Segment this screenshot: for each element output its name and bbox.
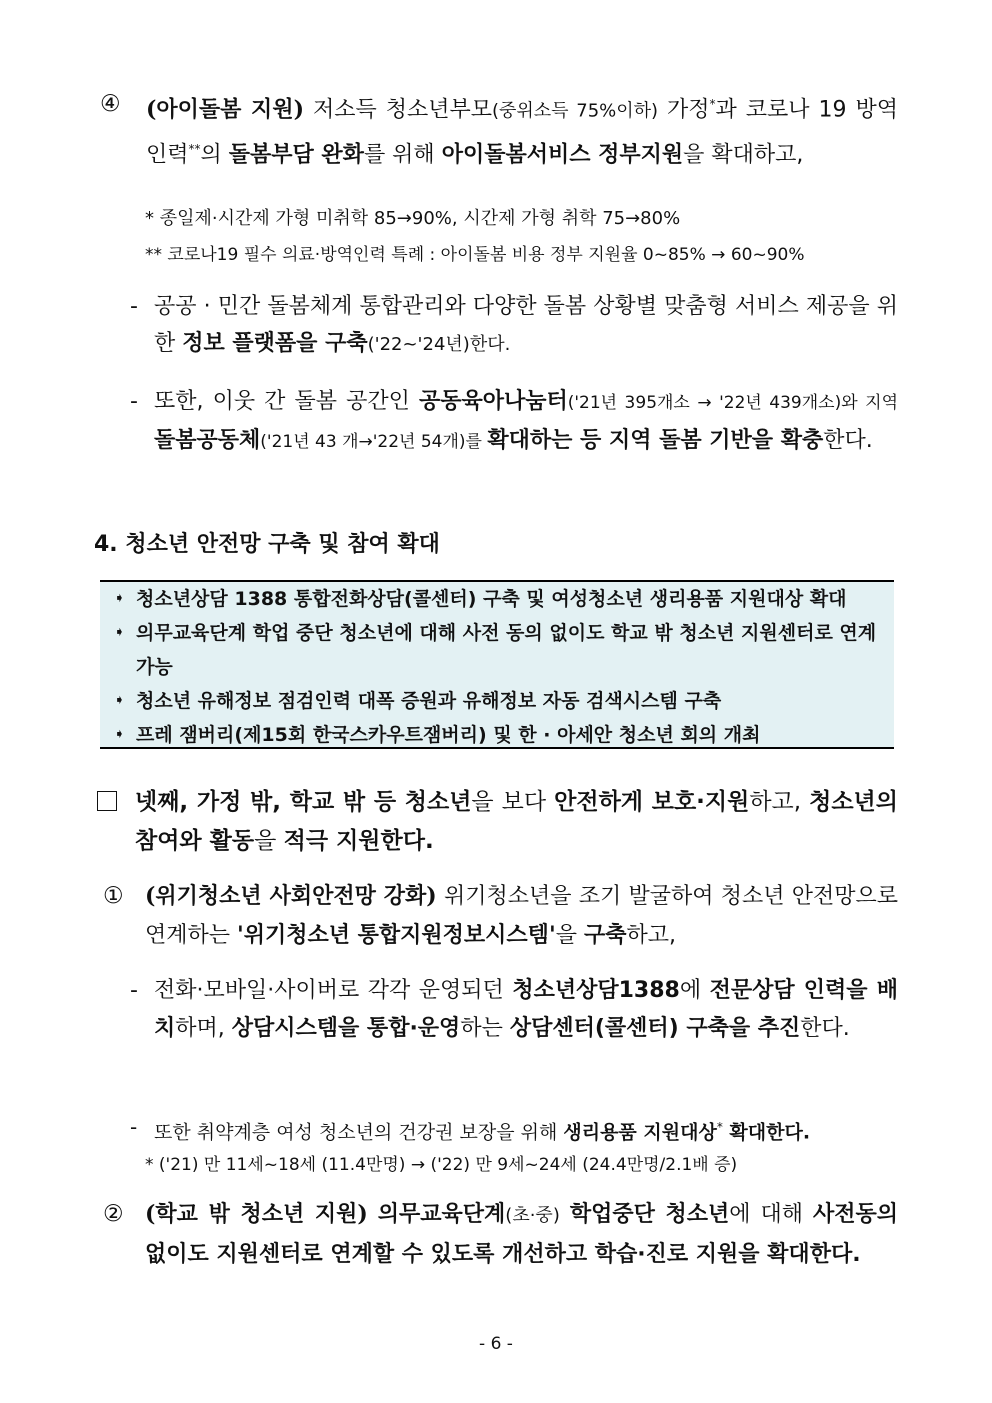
bullet-counseling: - 전화·모바일·사이버로 각각 운영되던 청소년상담1388에 전문상담 인력을 배치하며, 상담시스템을 통합·운영하는 상담센터(콜센터) 구축을 추진한다. xyxy=(130,978,898,1041)
bullet-hygiene-note: * ('21) 만 11세~18세 (11.4만명) → ('22) 만 9세~24세 (24.4만명/2.1배 증) xyxy=(145,1155,738,1175)
summary-box xyxy=(100,580,894,749)
section-title: 4. 청소년 안전망 구축 및 참여 확대 xyxy=(94,532,440,557)
summary-item: ➧ 청소년상담 1388 통합전화상담(콜센터) 구축 및 여성청소년 생리용품 지원대상 확대 xyxy=(114,582,882,616)
summary-item: ➧ 청소년 유해정보 점검인력 대폭 증원과 유해정보 자동 검색시스템 구축 xyxy=(114,684,882,718)
bullet-hygiene-products: - 또한 취약계층 여성 청소년의 건강권 보장을 위해 생리용품 지원대상* 확대한다. xyxy=(130,1115,811,1144)
item-4-note-1: * 종일제·시간제 가형 미취학 85→90%, 시간제 가형 취학 75→80% xyxy=(145,208,681,229)
arrow-bullet-icon: ➧ xyxy=(114,727,125,742)
circled-number-1: ① xyxy=(103,883,124,909)
checkbox-icon xyxy=(97,791,117,811)
bullet-community-care: - 또한, 이웃 간 돌봄 공간인 공동육아나눔터('21년 395개소 → '22년 439개소)와 지역 돌봄공동체('21년 43 개→'22년 54개)를 확대하는 등 지역 돌봄 기반을 확충한다. xyxy=(130,389,898,453)
item-4-note-2: ** 코로나19 필수 의료·방역인력 특례 : 아이돌봄 비용 정부 지원율 0~85% → 60~90% xyxy=(145,245,805,265)
item-4-paragraph: ④ (아이돌봄 지원) 저소득 청소년부모(중위소득 75%이하) 가정*과 코로나 19 방역인력**의 돌봄부담 완화를 위해 아이돌봄서비스 정부지원을 확대하고, xyxy=(100,85,898,175)
item-2-lead: (학교 밖 청소년 지원) xyxy=(145,1201,368,1227)
item-1-paragraph: ① (위기청소년 사회안전망 강화) 위기청소년을 조기 발굴하여 청소년 안전망으로 연계하는 '위기청소년 통합지원정보시스템'을 구축하고, xyxy=(103,877,898,955)
bullet-platform: - 공공 · 민간 돌봄체계 통합관리와 다양한 돌봄 상황별 맞춤형 서비스 제공을 위한 정보 플랫폼을 구축('22~'24년)한다. xyxy=(130,294,898,356)
page-number: - 6 - xyxy=(479,1334,513,1354)
arrow-bullet-icon: ➧ xyxy=(114,625,125,640)
arrow-bullet-icon: ➧ xyxy=(114,693,125,708)
arrow-bullet-icon: ➧ xyxy=(114,591,125,606)
item-2-paragraph: ② (학교 밖 청소년 지원) 의무교육단계(초·중) 학업중단 청소년에 대해 사전동의 없이도 지원센터로 연계할 수 있도록 개선하고 학습·진로 지원을 확대한다. xyxy=(103,1195,898,1274)
fourth-paragraph: 넷째, 가정 밖, 학교 밖 등 청소년을 보다 안전하게 보호·지원하고, 청소년의 참여와 활동을 적극 지원한다. xyxy=(97,783,898,861)
circled-number-4: ④ xyxy=(100,91,121,117)
circled-number-2: ② xyxy=(103,1201,124,1227)
item-1-lead: (위기청소년 사회안전망 강화) xyxy=(145,883,437,909)
item-4-lead: (아이돌봄 지원) xyxy=(146,96,304,123)
summary-item: ➧ 프레 잼버리(제15회 한국스카우트잼버리) 및 한 · 아세안 청소년 회의 개최 xyxy=(114,718,882,752)
summary-item: ➧ 의무교육단계 학업 중단 청소년에 대해 사전 동의 없이도 학교 밖 청소년 지원센터로 연계 가능 xyxy=(114,616,882,684)
